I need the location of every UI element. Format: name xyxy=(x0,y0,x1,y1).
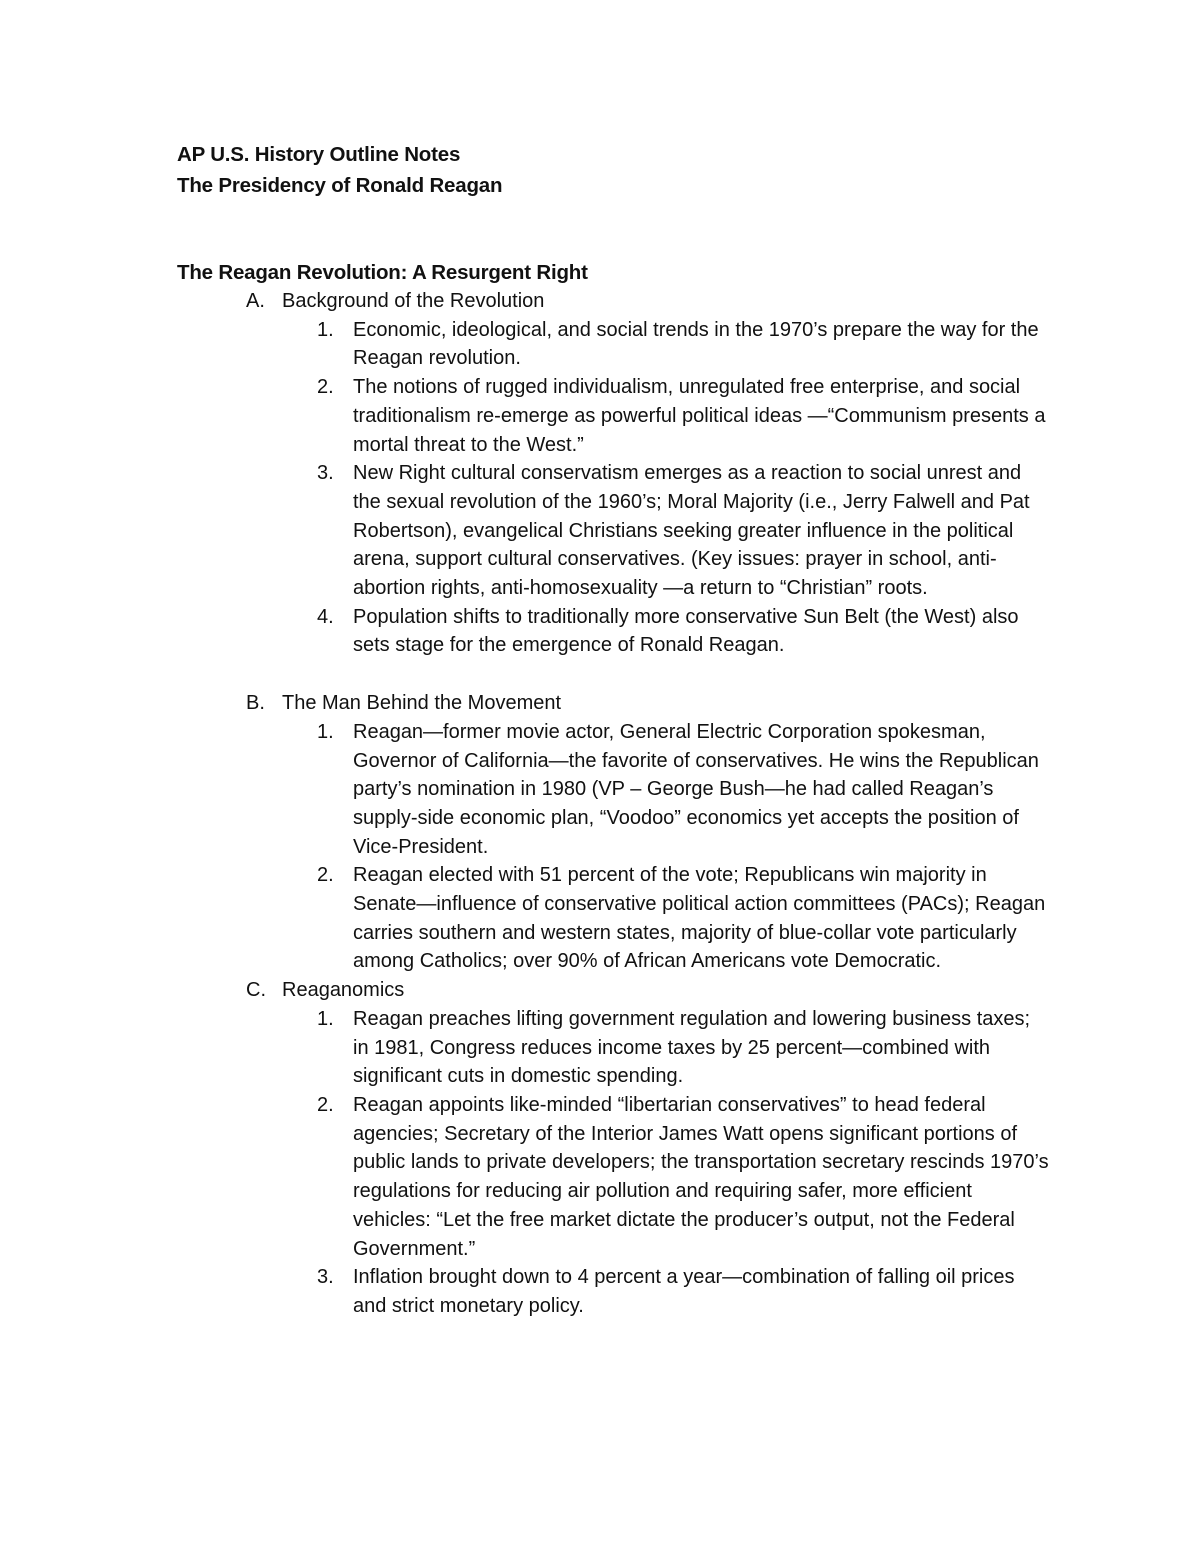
outline-section-b xyxy=(177,689,1057,718)
list-marker: 3. xyxy=(317,1266,334,1289)
list-item xyxy=(177,373,1057,459)
outline-section-a xyxy=(177,287,1057,316)
document-title: AP U.S. History Outline Notes xyxy=(177,143,461,166)
outline-heading: Background of the Revolution xyxy=(282,290,545,312)
list-item xyxy=(177,1091,1057,1263)
list-item-text: Reagan preaches lifting government regulation and lowering business taxes; in 1981, Congress reduces income taxes by 25 percent—combined with significant cuts in domestic spending. xyxy=(353,1007,1031,1088)
outline-list-b xyxy=(177,718,1057,976)
list-item-text: The notions of rugged individualism, unregulated free enterprise, and social traditionalism re-emerge as powerful political ideas —“Communism presents a mortal threat to the West.” xyxy=(353,376,1046,456)
spacer xyxy=(177,201,1057,258)
list-item-text: New Right cultural conservatism emerges as a reaction to social unrest and the sexual revolution of the 1960’s; Moral Majority (i.e., Jerry Falwell and Pat Robertson), evangelical Christians seeking greater influence in the political arena, support cultural conservatives. (Key issues: prayer in school, anti-abortion rights, anti-homosexuality —a return to “Christian” roots. xyxy=(353,462,1030,600)
outline-section-c xyxy=(177,976,1057,1005)
list-item xyxy=(177,1005,1057,1091)
list-item-text: Economic, ideological, and social trends in the 1970’s prepare the way for the Reagan revolution. xyxy=(353,318,1039,370)
list-item xyxy=(177,718,1057,862)
document-body xyxy=(177,139,1057,1321)
list-marker: 2. xyxy=(317,864,334,887)
list-item xyxy=(177,603,1057,660)
outline-list-a xyxy=(177,316,1057,660)
list-marker: 4. xyxy=(317,605,334,628)
list-marker: 1. xyxy=(317,1007,334,1030)
list-marker: 2. xyxy=(317,376,334,399)
list-item-text: Inflation brought down to 4 percent a year—combination of falling oil prices and strict monetary policy. xyxy=(353,1266,1015,1317)
outline-marker: B. xyxy=(246,692,265,715)
list-marker: 2. xyxy=(317,1093,334,1116)
outline-heading: The Man Behind the Movement xyxy=(282,692,562,715)
list-item-text: Reagan appoints like-minded “libertarian conservatives” to head federal agencies; Secretary of the Interior James Watt opens significant portions of public lands to private developers; the transportation secretary rescinds 1970’s regulations for reducing air pollution and requiring safer, more efficient vehicles: “Let the free market dictate the producer’s output, not the Federal Government.” xyxy=(353,1093,1049,1260)
list-item xyxy=(177,1263,1057,1320)
spacer xyxy=(177,660,1057,689)
outline-marker: A. xyxy=(246,290,265,312)
outline-list-c xyxy=(177,1005,1057,1321)
outline-marker: C. xyxy=(246,979,266,1002)
document-subtitle: The Presidency of Ronald Reagan xyxy=(177,174,503,197)
list-marker: 1. xyxy=(317,318,334,341)
list-item xyxy=(177,459,1057,603)
list-item xyxy=(177,316,1057,373)
outline-heading: Reaganomics xyxy=(282,979,405,1002)
list-item-text: Population shifts to traditionally more conservative Sun Belt (the West) also sets stage for the emergence of Ronald Reagan. xyxy=(353,605,1019,657)
list-marker: 1. xyxy=(317,720,334,743)
list-item xyxy=(177,861,1057,976)
list-marker: 3. xyxy=(317,462,334,485)
list-item-text: Reagan—former movie actor, General Electric Corporation spokesman, Governor of California—the favorite of conservatives. He wins the Republican party’s nomination in 1980 (VP – George Bush—he had called Reagan’s supply-side economic plan, “Voodoo” economics yet accepts the position of Vice-President. xyxy=(353,720,1039,858)
list-item-text: Reagan elected with 51 percent of the vote; Republicans win majority in Senate—influence of conservative political action committees (PACs); Reagan carries southern and western states, majority of blue-collar vote particularly among Catholics; over 90% of African Americans vote Democratic. xyxy=(353,864,1046,973)
section-heading: The Reagan Revolution: A Resurgent Right xyxy=(177,261,588,284)
